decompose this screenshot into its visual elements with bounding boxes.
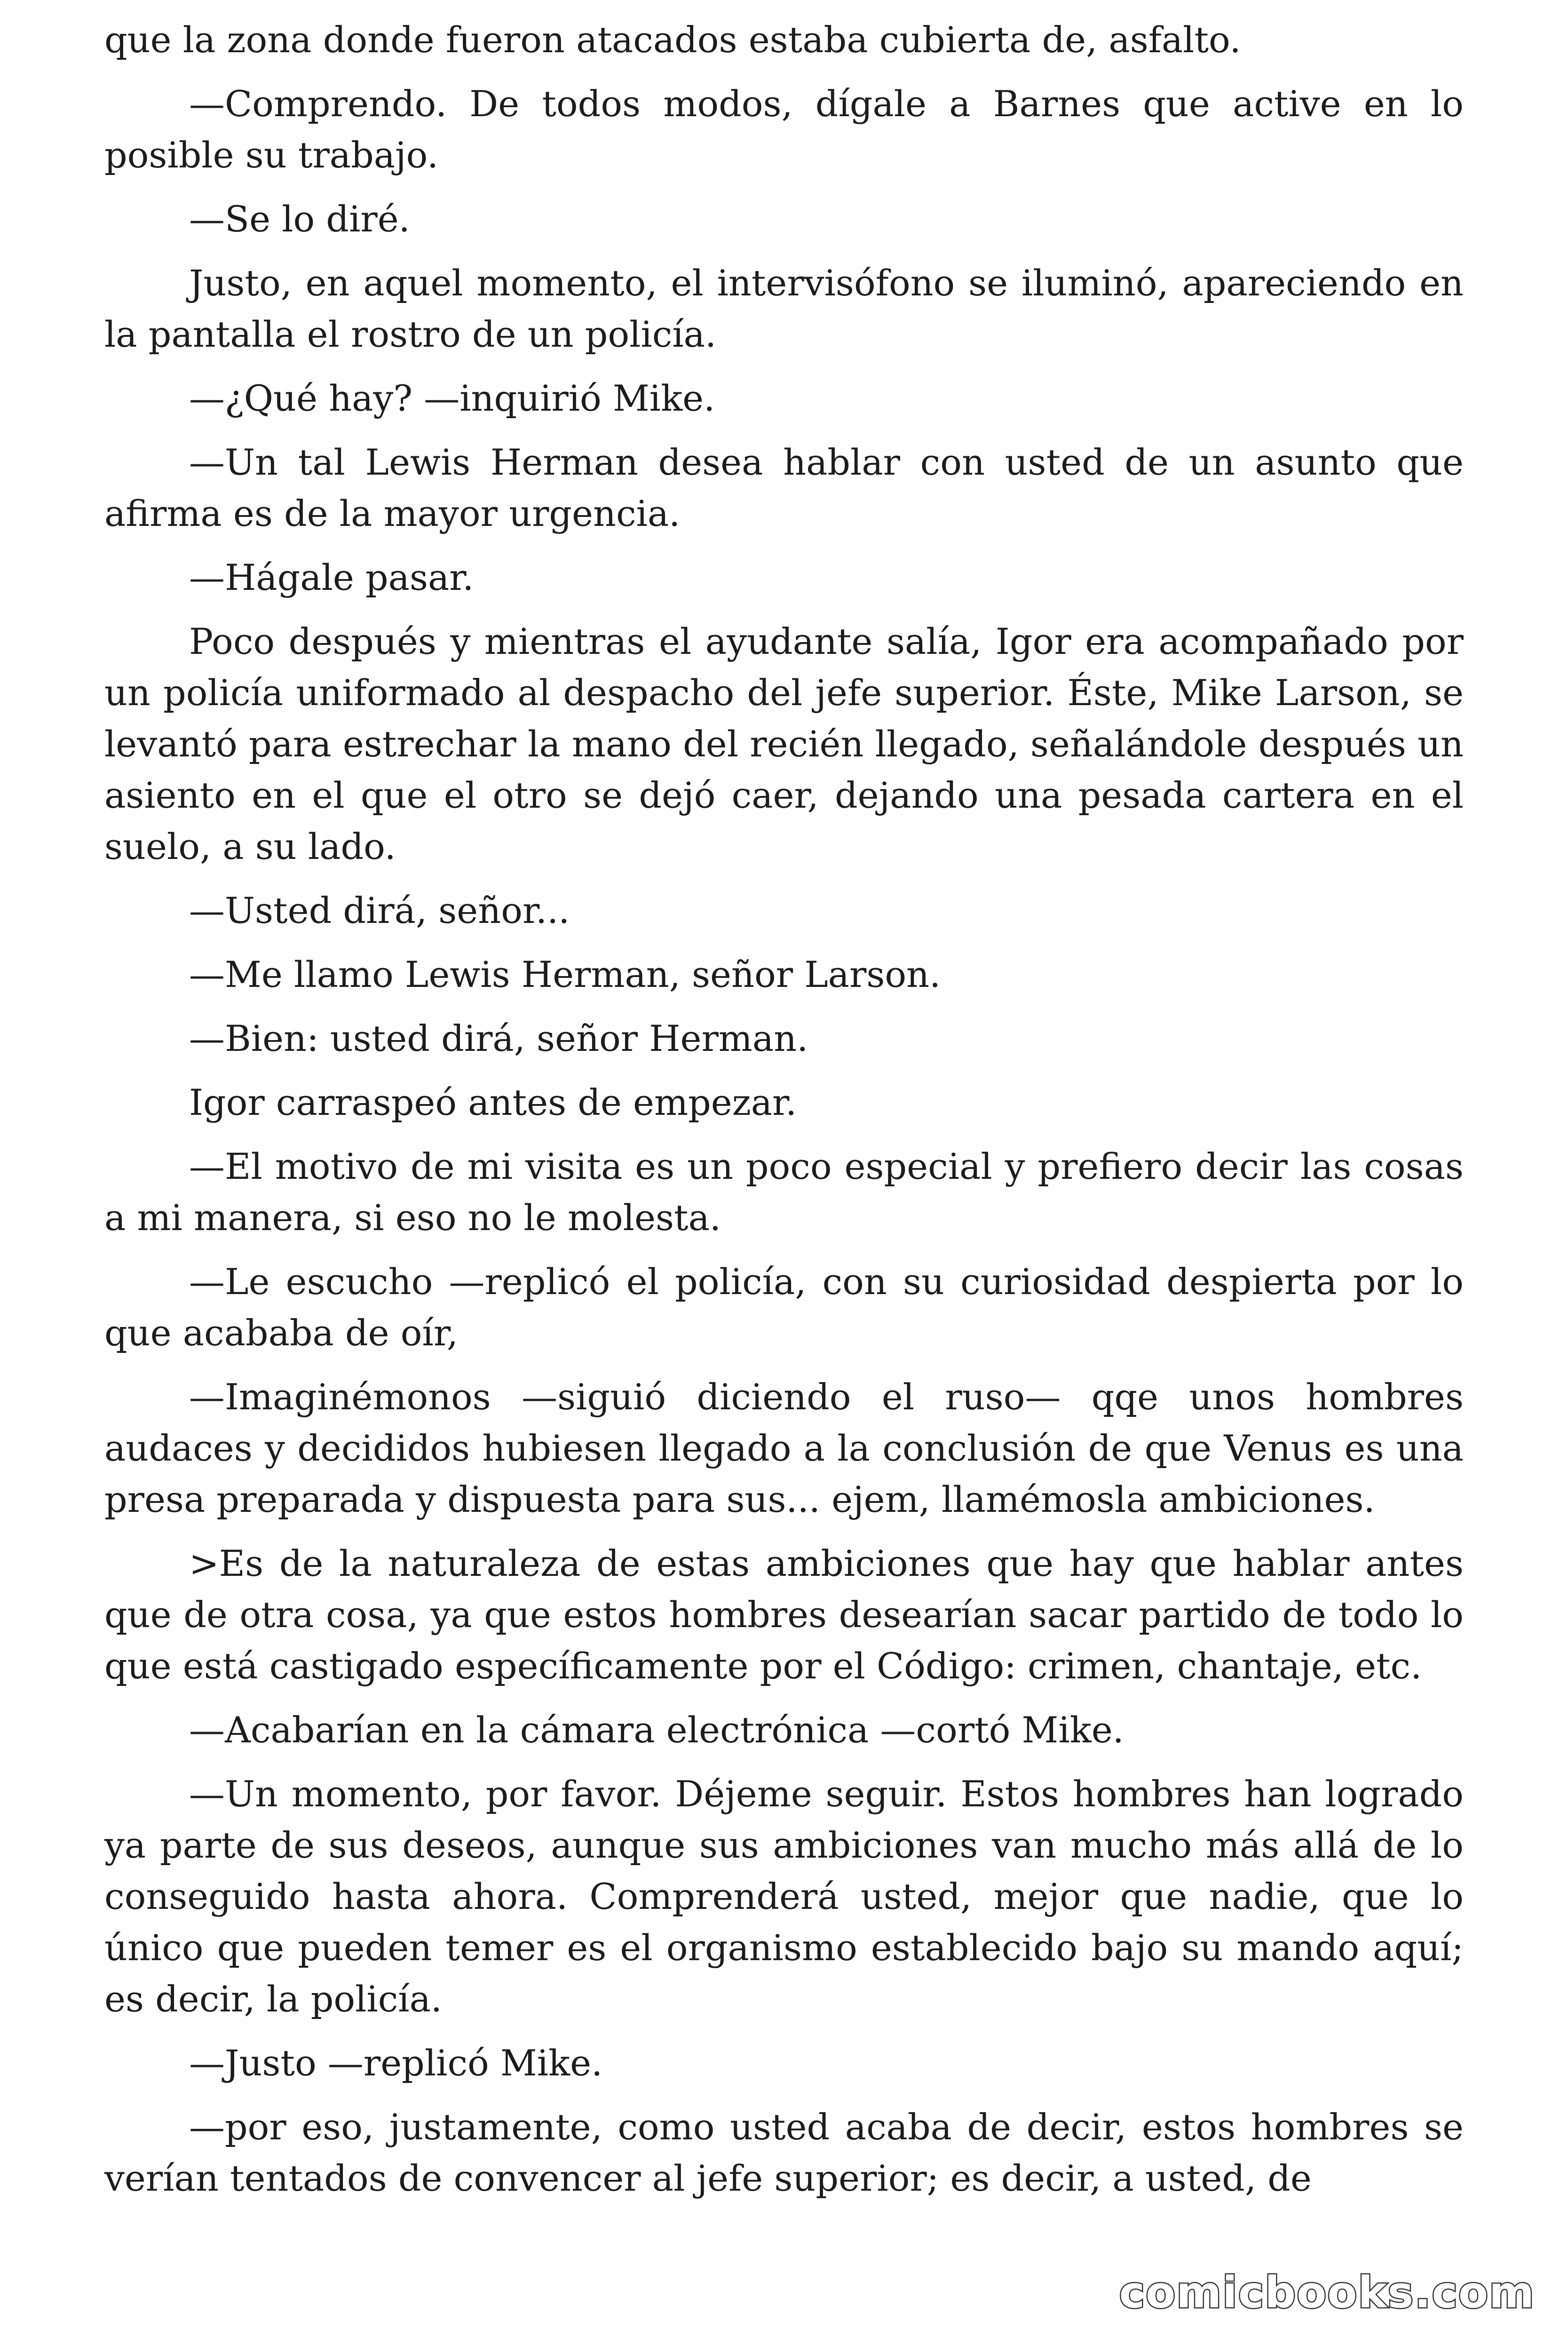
paragraph: —Imaginémonos —siguió diciendo el ruso— qqe unos hombres audaces y decididos hubiesen llegado a la conclusión de que Venus es una presa preparada y dispuesta para sus... ejem, llamémosla ambiciones. xyxy=(104,1376,1464,1520)
paragraph: —Se lo diré. xyxy=(189,198,410,240)
paragraph: que la zona donde fueron atacados estaba cubierta de, asfalto. xyxy=(104,19,1241,61)
paragraph: —Justo —replicó Mike. xyxy=(189,2042,603,2084)
paragraph: —Me llamo Lewis Herman, señor Larson. xyxy=(189,954,941,995)
paragraph: —¿Qué hay? —inquirió Mike. xyxy=(189,377,715,419)
paragraph: —Hágale pasar. xyxy=(189,556,474,598)
paragraph: Igor carraspeó antes de empezar. xyxy=(189,1081,797,1123)
paragraph: —Usted dirá, señor... xyxy=(189,890,570,931)
paragraph: —Un momento, por favor. Déjeme seguir. Estos hombres han logrado ya parte de sus deseos, aunque sus ambiciones van mucho más allá de lo conseguido hasta ahora. Comprenderá usted, mejor que nadie, que lo único que pueden temer es el organismo establecido bajo su mando aquí; es decir, la policía. xyxy=(104,1773,1464,2020)
watermark: comicbooks.com xyxy=(1119,2267,1535,2318)
paragraph: Poco después y mientras el ayudante salía, Igor era acompañado por un policía uniformado al despacho del jefe superior. Éste, Mike Larson, se levantó para estrechar la mano del recién llegado, señalándole después un asiento en el que el otro se dejó caer, dejando una pesada cartera en el suelo, a su lado. xyxy=(104,620,1464,867)
page-text xyxy=(104,14,1464,2204)
paragraph: >Es de la naturaleza de estas ambiciones que hay que hablar antes que de otra cosa, ya que estos hombres desearían sacar partido de todo lo que está castigado específicamente por el Código: crimen, chantaje, etc. xyxy=(104,1542,1464,1687)
paragraph: —Acabarían en la cámara electrónica —cortó Mike. xyxy=(189,1709,1124,1751)
paragraph: —Bien: usted dirá, señor Herman. xyxy=(189,1017,808,1059)
paragraph: —por eso, justamente, como usted acaba de decir, estos hombres se verían tentados de convencer al jefe superior; es decir, a usted, de xyxy=(104,2106,1464,2199)
paragraph: —Le escucho —replicó el policía, con su curiosidad despierta por lo que acababa de oír, xyxy=(104,1261,1464,1354)
paragraph: —El motivo de mi visita es un poco especial y prefiero decir las cosas a mi manera, si eso no le molesta. xyxy=(104,1145,1464,1239)
paragraph: —Un tal Lewis Herman desea hablar con usted de un asunto que afirma es de la mayor urgencia. xyxy=(104,441,1464,534)
paragraph: —Comprendo. De todos modos, dígale a Barnes que active en lo posible su trabajo. xyxy=(104,83,1464,176)
paragraph: Justo, en aquel momento, el intervisófono se iluminó, apareciendo en la pantalla el rostro de un policía. xyxy=(104,262,1464,355)
